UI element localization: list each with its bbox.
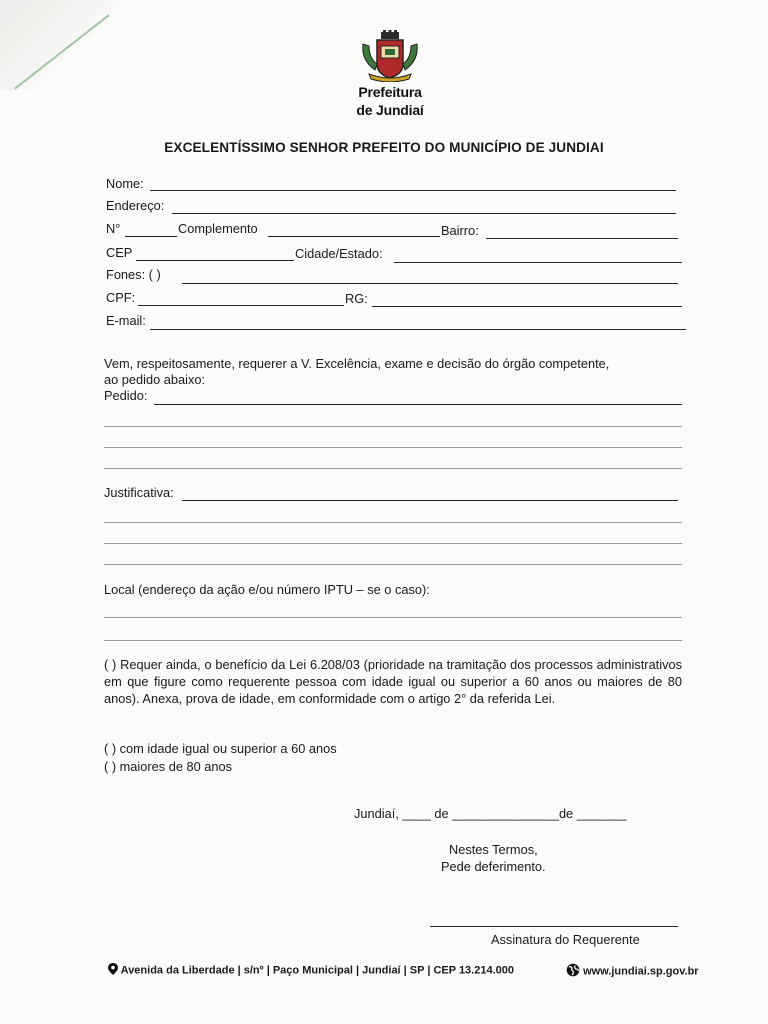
nestes-termos: Nestes Termos, xyxy=(449,842,538,857)
label-rg: RG: xyxy=(345,291,368,306)
input-line-cidade-estado[interactable] xyxy=(394,262,682,263)
folded-corner xyxy=(0,0,130,90)
option-60-anos[interactable]: ( ) com idade igual ou superior a 60 anos xyxy=(104,741,337,756)
coat-of-arms-icon xyxy=(359,30,421,82)
input-line-local-1[interactable] xyxy=(104,617,682,618)
input-line-pedido-1[interactable] xyxy=(154,404,682,405)
beneficio-paragraph: ( ) Requer ainda, o benefício da Lei 6.208/03 (prioridade na tramitação dos processos administrativos em que figure como requerente pessoa com idade igual ou superior a 60 anos ou maiores de 80 anos). Anexa, prova de idade, em conformidade com o artigo 2° da referida Lei. xyxy=(104,657,682,706)
input-line-cpf[interactable] xyxy=(138,305,344,306)
input-line-rg[interactable] xyxy=(372,306,682,307)
pede-deferimento: Pede deferimento. xyxy=(441,859,546,874)
footer-website-text[interactable]: www.jundiai.sp.gov.br xyxy=(583,965,699,978)
date-line[interactable]: Jundiaí, ____ de _______________de _______ xyxy=(354,806,627,821)
label-justificativa: Justificativa: xyxy=(104,485,174,500)
globe-icon xyxy=(566,963,580,980)
field-endereco xyxy=(106,198,164,216)
intro-line-2: ao pedido abaixo: xyxy=(104,372,206,387)
label-bairro: Bairro: xyxy=(441,223,479,238)
label-complemento: Complemento xyxy=(178,221,258,236)
input-line-pedido-3[interactable] xyxy=(104,447,682,448)
field-cep xyxy=(106,245,132,263)
input-line-justificativa-2[interactable] xyxy=(104,522,682,523)
input-line-pedido-4[interactable] xyxy=(104,468,682,469)
map-pin-icon xyxy=(108,963,118,978)
input-line-justificativa-4[interactable] xyxy=(104,564,682,565)
label-local: Local (endereço da ação e/ou número IPTU – se o caso): xyxy=(104,582,430,597)
input-line-numero[interactable] xyxy=(125,236,177,237)
input-line-cep[interactable] xyxy=(136,260,294,261)
field-email xyxy=(106,313,146,331)
logo-line-2: de Jundiaí xyxy=(356,102,424,118)
label-cep: CEP xyxy=(106,245,133,260)
label-numero: N° xyxy=(106,221,121,236)
input-line-email[interactable] xyxy=(150,329,686,330)
signature-label: Assinatura do Requerente xyxy=(491,932,640,947)
prefeitura-logo xyxy=(340,30,440,118)
footer-address xyxy=(108,963,514,978)
footer-website[interactable] xyxy=(566,963,699,980)
label-fones: Fones: ( ) xyxy=(106,267,161,282)
input-line-justificativa-1[interactable] xyxy=(182,500,678,501)
intro-line-1: Vem, respeitosamente, requerer a V. Excelência, exame e decisão do órgão competente, xyxy=(104,356,610,371)
input-line-justificativa-3[interactable] xyxy=(104,543,682,544)
label-pedido: Pedido: xyxy=(104,388,148,403)
document-title: EXCELENTÍSSIMO SENHOR PREFEITO DO MUNICÍPIO DE JUNDIAI xyxy=(164,140,604,155)
input-line-fones[interactable] xyxy=(182,283,678,284)
option-80-anos[interactable]: ( ) maiores de 80 anos xyxy=(104,759,233,774)
label-cidade-estado: Cidade/Estado: xyxy=(295,246,383,261)
input-line-pedido-2[interactable] xyxy=(104,426,682,427)
field-fones xyxy=(106,267,161,285)
label-email: E-mail: xyxy=(106,313,146,328)
label-nome: Nome: xyxy=(106,176,144,191)
input-line-local-2[interactable] xyxy=(104,640,682,641)
input-line-complemento[interactable] xyxy=(268,236,440,237)
field-cpf xyxy=(106,290,135,308)
signature-line[interactable] xyxy=(430,926,678,927)
field-nome xyxy=(106,176,144,194)
input-line-bairro[interactable] xyxy=(486,238,678,239)
input-line-endereco[interactable] xyxy=(172,213,676,214)
field-numero xyxy=(106,221,120,239)
label-cpf: CPF: xyxy=(106,290,136,305)
footer-address-text: Avenida da Liberdade | s/nº | Paço Municipal | Jundiaí | SP | CEP 13.214.000 xyxy=(120,964,514,977)
input-line-nome[interactable] xyxy=(150,190,676,191)
label-endereco: Endereço: xyxy=(106,198,165,213)
logo-line-1: Prefeitura xyxy=(358,84,422,100)
